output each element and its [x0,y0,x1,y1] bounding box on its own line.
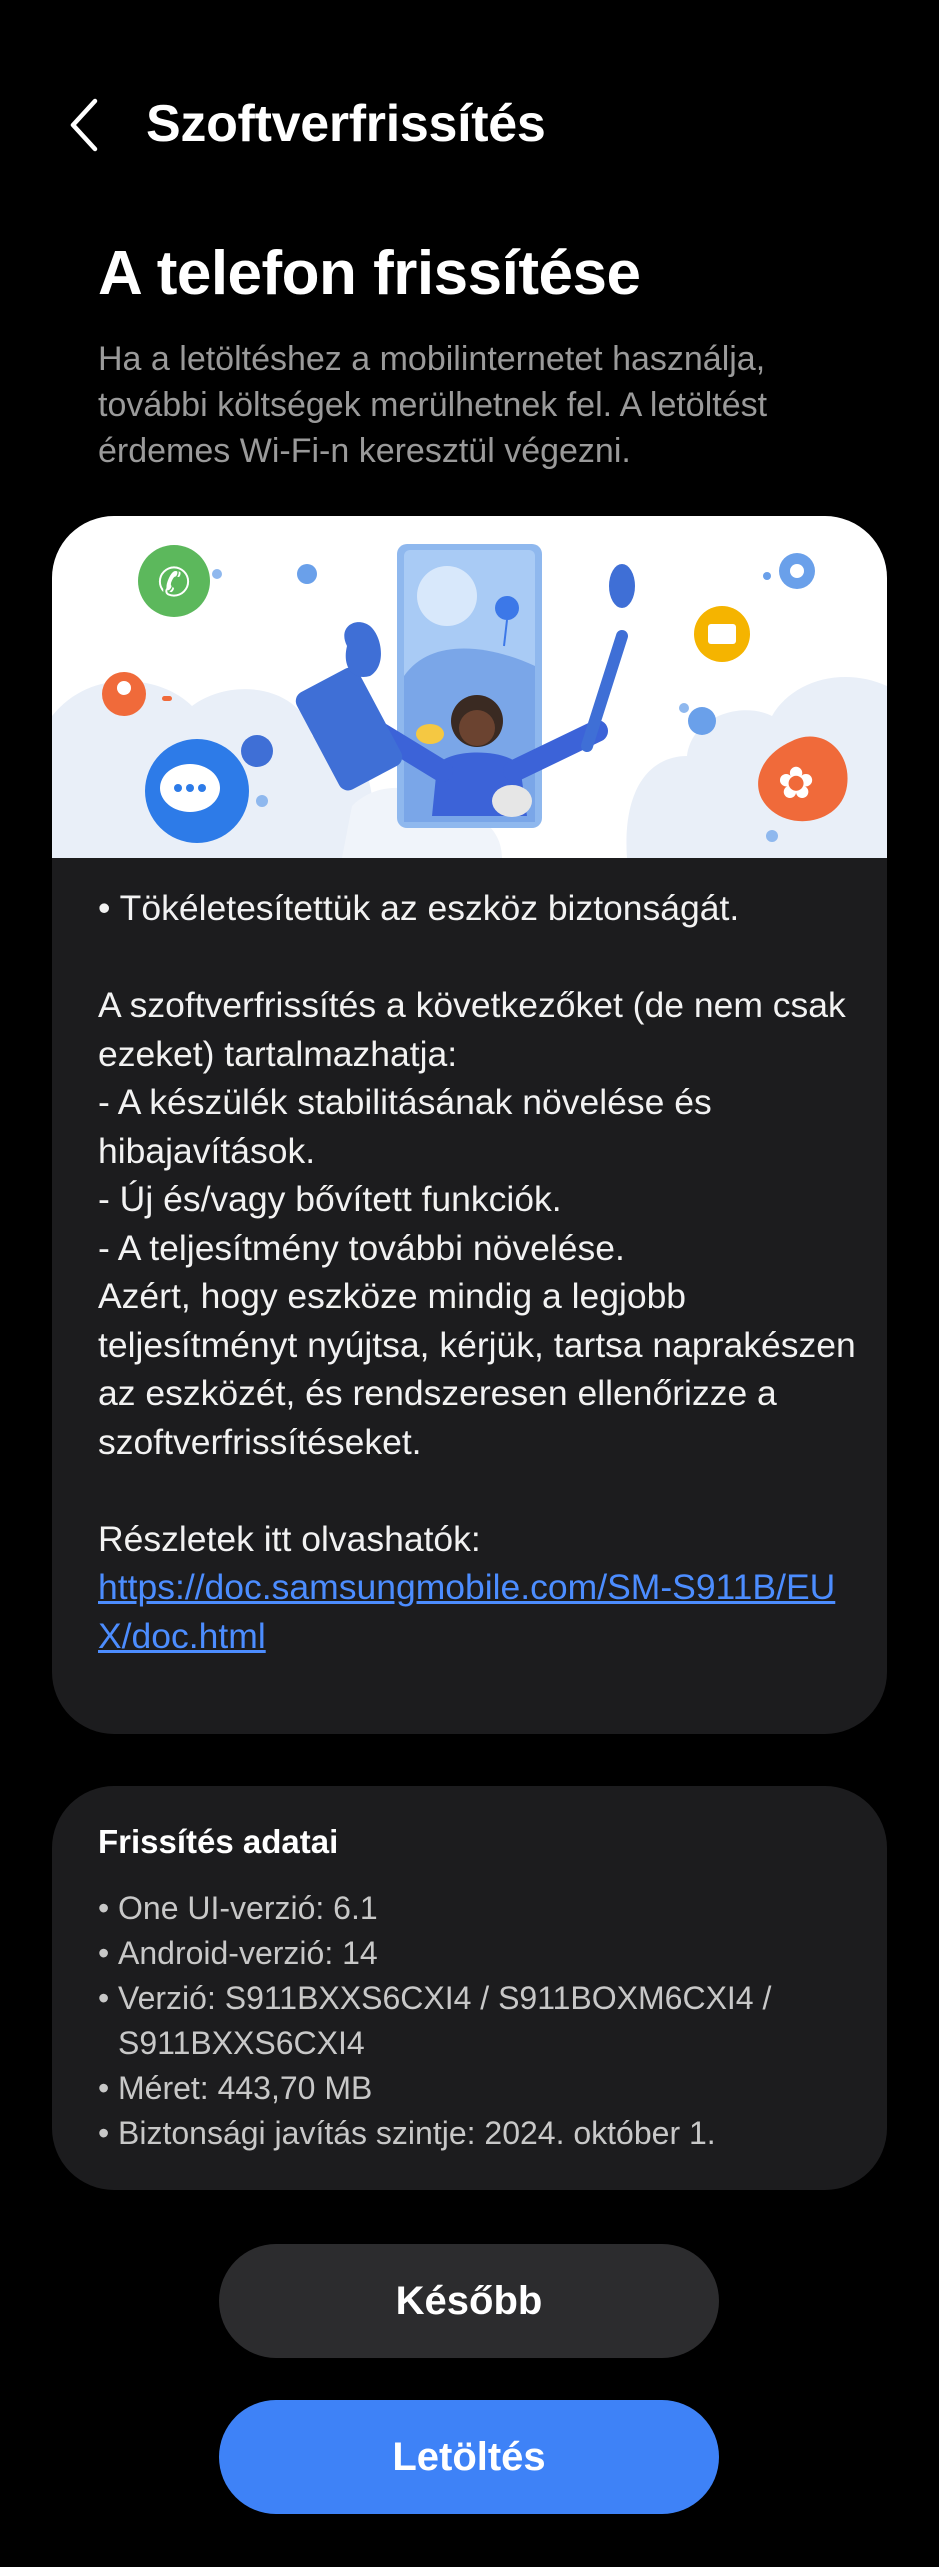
info-security-patch: • Biztonsági javítás szintje: 2024. október 1. [98,2111,858,2156]
info-build-version: • Verzió: S911BXXS6CXI4 / S911BOXM6CXI4 / S911BXXS6CXI4 [98,1976,858,2066]
notes-item-stability: - A készülék stabilitásának növelése és hibajavítások. [98,1082,712,1171]
app-header [0,88,939,162]
svg-text:✿: ✿ [777,758,815,809]
header-title: Szoftverfrissítés [146,95,546,153]
later-button[interactable]: Később [219,2244,719,2358]
software-update-illustration [52,516,887,858]
page-title: A telefon frissítése [98,239,641,308]
update-info-card [52,1786,887,2190]
download-button[interactable]: Letöltés [219,2400,719,2514]
notes-item-performance: - A teljesítmény további növelése. [98,1227,625,1268]
notes-intro: A szoftverfrissítés a következőket (de nem csak ezeket) tartalmazhatja: [98,985,846,1074]
info-android-version: • Android-verzió: 14 [98,1931,858,1976]
info-size: • Méret: 443,70 MB [98,2066,858,2111]
notes-item-features: - Új és/vagy bővített funkciók. [98,1179,562,1219]
data-usage-warning: Ha a letöltéshez a mobilinternetet használja, további költségek merülhetnek fel. A letöltést érdemes Wi-Fi-n keresztül végezni. [98,340,768,470]
notes-details-label: Részletek itt olvashatók: [98,1518,481,1559]
notes-advice: Azért, hogy eszköze mindig a legjobb teljesítményt nyújtsa, kérjük, tartsa naprakészen az eszközét, és rendszeresen ellenőrizze a szoftverfrissítéseket. [98,1276,856,1462]
release-notes-link[interactable]: https://doc.samsungmobile.com/SM-S911B/EUX/doc.html [98,1567,836,1656]
update-info-title: Frissítés adatai [98,1823,339,1860]
info-one-ui-version: • One UI-verzió: 6.1 [98,1886,858,1931]
release-notes-card[interactable] [52,516,887,1734]
update-info-list [98,1886,858,2156]
chevron-left-icon [65,95,105,155]
release-notes-text [98,884,858,1660]
back-button[interactable] [50,88,120,162]
notes-security-line: • Tökéletesítettük az eszköz biztonságát. [98,888,740,928]
svg-text:✆: ✆ [157,560,191,606]
